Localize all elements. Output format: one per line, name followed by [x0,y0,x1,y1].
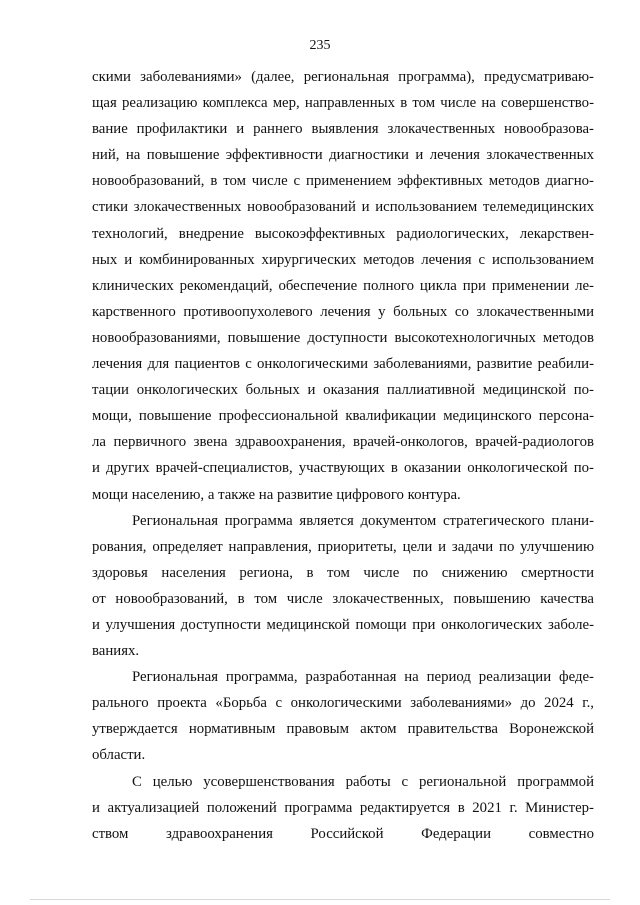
paragraph-4 [92,769,594,847]
page-bottom-edge [30,899,610,900]
text-line: щая реализацию комплекса мер, направленных в том числе на совершенство- [92,95,594,112]
text-line: мощи, повышение профессиональной квалификации медицинского персона- [92,408,594,425]
text-line: ла первичного звена здравоохранения, врачей-онкологов, врачей-радиологов [92,434,594,451]
text-line: рования, определяет направления, приоритеты, цели и задачи по улучшению [92,538,594,555]
text-line: С целью усовершенствования работы с региональной программой [132,773,594,790]
paragraph-3 [92,664,594,768]
text-line: стики злокачественных новообразований и использованием телемедицинских [92,199,594,216]
text-line: рального проекта «Борьба с онкологическими заболеваниями» до 2024 г., [92,695,594,712]
text-line: ваниях. [92,643,140,660]
text-line: и других врачей-специалистов, участвующих в оказании онкологической по- [92,460,594,477]
text-line: технологий, внедрение высокоэффективных радиологических, лекарствен- [92,225,594,242]
text-line: ных и комбинированных хирургических методов лечения с использованием [92,251,594,268]
text-line: новообразований, в том числе с применением эффективных методов диагно- [92,173,594,190]
text-line: мощи населению, а также на развитие цифрового контура. [92,486,461,503]
text-line: клинических рекомендаций, обеспечение полного цикла при применении ле- [92,277,594,294]
text-line: карственного противоопухолевого лечения у больных со злокачественными [92,303,594,320]
text-line: Региональная программа, разработанная на период реализации феде- [132,669,594,686]
document-body [92,64,594,847]
page-number: 235 [309,38,331,53]
text-line: ний, на повышение эффективности диагностики и лечения злокачественных [92,147,594,164]
text-line: утверждается нормативным правовым актом правительства Воронежской [92,721,594,738]
text-line: ством здравоохранения Российской Федерации совместно [92,825,594,842]
paragraph-1 [92,64,594,508]
text-line: и улучшения доступности медицинской помощи при онкологических заболе- [92,616,594,633]
text-line: Региональная программа является документом стратегического плани- [132,512,594,529]
text-line: тации онкологических больных и оказания паллиативной медицинской по- [92,382,594,399]
paragraph-2 [92,508,594,665]
text-line: лечения для пациентов с онкологическими заболеваниями, развитие реабили- [92,356,594,373]
text-line: области. [92,747,146,764]
text-line: здоровья населения региона, в том числе по снижению смертности [92,564,594,581]
text-line: вание профилактики и раннего выявления злокачественных новообразова- [92,121,594,138]
text-line: новообразованиями, повышение доступности высокотехнологичных методов [92,329,594,346]
text-line: от новообразований, в том числе злокачественных, повышению качества [92,590,594,607]
text-line: и актуализацией положений программа редактируется в 2021 г. Министер- [92,799,594,816]
text-line: скими заболеваниями» (далее, региональная программа), предусматриваю- [92,69,594,85]
